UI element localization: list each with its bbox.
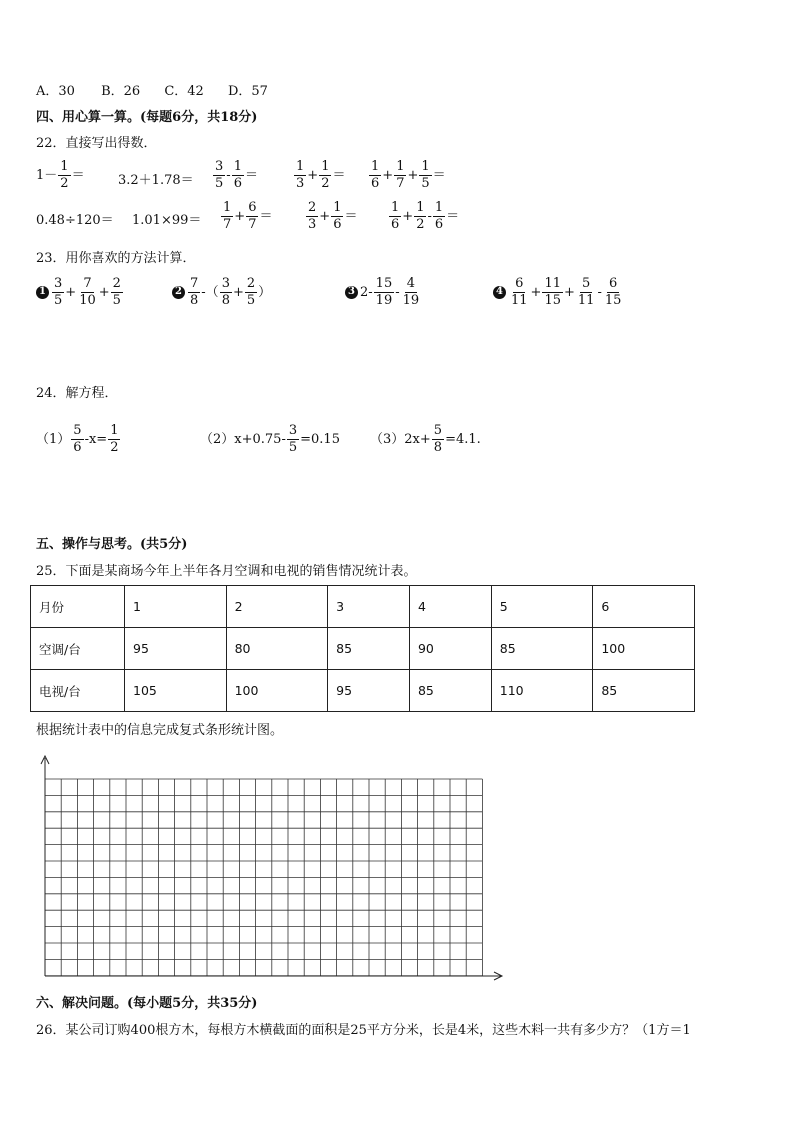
q22-r2c2: 1.01×99＝ bbox=[132, 213, 202, 228]
q22-r1c2: 3.2＋1.78＝ bbox=[118, 173, 194, 188]
fraction: $\frac{1}{6}$ bbox=[434, 200, 444, 232]
q22-r1c4: $\frac{1}{3}$ + $\frac{1}{2}$ ＝ bbox=[296, 159, 346, 191]
fraction: $\frac{6}{11}$ bbox=[511, 276, 528, 308]
section-5-title: 五、操作与思考。(共5分) bbox=[36, 537, 188, 552]
table-cell: 6 bbox=[593, 586, 695, 628]
table-cell: 95 bbox=[125, 628, 227, 670]
fraction: $\frac{2}{5}$ bbox=[246, 276, 256, 308]
table-cell: 电视/台 bbox=[31, 670, 125, 712]
table-cell: 100 bbox=[226, 670, 328, 712]
q23-problem-2: 2 $\frac{7}{8}$ -（ $\frac{3}{8}$ + $\frac{2}{5}$ ） bbox=[172, 277, 271, 307]
fraction: $\frac{3}{5}$ bbox=[215, 159, 224, 191]
table-cell: 90 bbox=[409, 628, 491, 670]
option-a: A．30 bbox=[36, 84, 75, 99]
fraction: $\frac{1}{5}$ bbox=[421, 159, 430, 191]
fraction: $\frac{6}{15}$ bbox=[604, 276, 622, 308]
q23-problem-3: 3 2- $\frac{15}{19}$ - $\frac{4}{19}$ bbox=[345, 277, 422, 307]
fraction: $\frac{1}{7}$ bbox=[396, 159, 405, 191]
table-cell: 3 bbox=[328, 586, 410, 628]
table-cell: 空调/台 bbox=[31, 628, 125, 670]
q23-problem-1: 1 $\frac{3}{5}$ + $\frac{7}{10}$ + $\frac{2}{5}$ bbox=[36, 277, 124, 307]
fraction: $\frac{2}{5}$ bbox=[112, 276, 121, 308]
table-cell: 85 bbox=[491, 628, 593, 670]
fraction: $\frac{1}{6}$ bbox=[233, 159, 242, 191]
section-6-title: 六、解决问题。(每小题5分，共35分) bbox=[36, 996, 258, 1011]
fraction: $\frac{1}{2}$ bbox=[416, 200, 425, 232]
fraction: $\frac{1}{2}$ bbox=[60, 159, 69, 191]
q22-r2c4: $\frac{2}{3}$ + $\frac{1}{6}$ ＝ bbox=[308, 200, 358, 232]
circled-number: 3 bbox=[345, 286, 358, 299]
option-c: C．42 bbox=[164, 84, 204, 99]
fraction: $\frac{3}{8}$ bbox=[221, 276, 230, 308]
q24-equation-2: （2）x+0.75- $\frac{3}{5}$ =0.15 bbox=[200, 423, 340, 455]
fraction: $\frac{7}{10}$ bbox=[79, 276, 96, 308]
grid-lines bbox=[45, 779, 482, 976]
option-b: B．26 bbox=[101, 84, 141, 99]
fraction: $\frac{11}{15}$ bbox=[544, 276, 561, 308]
q23-title: 23．用你喜欢的方法计算． bbox=[36, 251, 196, 266]
fraction: $\frac{1}{2}$ bbox=[110, 423, 119, 455]
fraction: $\frac{5}{6}$ bbox=[73, 423, 82, 455]
section-4-title: 四、用心算一算。(每题6分，共18分) bbox=[36, 110, 258, 125]
table-cell: 110 bbox=[491, 670, 593, 712]
q22-r1c1: 1－ $\frac{1}{2}$ ＝ bbox=[36, 159, 85, 191]
fraction: $\frac{1}{6}$ bbox=[391, 200, 400, 232]
fraction: $\frac{1}{3}$ bbox=[296, 159, 305, 191]
table-cell: 1 bbox=[125, 586, 227, 628]
table-cell: 2 bbox=[226, 586, 328, 628]
q22-r1c5: $\frac{1}{6}$ + $\frac{1}{7}$ + $\frac{1}{5}$ ＝ bbox=[371, 159, 446, 191]
q22-r2c5: $\frac{1}{6}$ + $\frac{1}{2}$ - $\frac{1}{6}$ ＝ bbox=[391, 200, 460, 232]
fraction: $\frac{6}{7}$ bbox=[248, 200, 257, 232]
table-cell: 85 bbox=[409, 670, 491, 712]
table-cell: 80 bbox=[226, 628, 328, 670]
table-cell: 105 bbox=[125, 670, 227, 712]
circled-number: 4 bbox=[493, 286, 506, 299]
q23-problem-4: 4 $\frac{6}{11}$ + $\frac{11}{15}$ + $\frac{5}{11}$ - $\frac{6}{15}$ bbox=[493, 277, 624, 307]
q22-r2c3: $\frac{1}{7}$ + $\frac{6}{7}$ ＝ bbox=[223, 200, 273, 232]
fraction: $\frac{2}{3}$ bbox=[308, 200, 317, 232]
fraction: $\frac{4}{19}$ bbox=[402, 276, 420, 308]
q26-text: 26．某公司订购400根方木，每根方木横截面的面积是25平方分米，长是4米，这些木料一共有多少方？（1方＝1 bbox=[36, 1023, 691, 1038]
table-cell: 月份 bbox=[31, 586, 125, 628]
q24-equation-1: （1） $\frac{5}{6}$ -x= $\frac{1}{2}$ bbox=[36, 423, 119, 455]
option-d: D．57 bbox=[227, 84, 268, 99]
fraction: $\frac{1}{7}$ bbox=[223, 200, 232, 232]
fraction: $\frac{3}{5}$ bbox=[54, 276, 63, 308]
fraction: $\frac{1}{6}$ bbox=[333, 200, 342, 232]
circled-number: 2 bbox=[172, 286, 185, 299]
q22-title: 22．直接写出得数． bbox=[36, 136, 157, 151]
q22-r1c3: $\frac{3}{5}$ - $\frac{1}{6}$ ＝ bbox=[215, 159, 258, 191]
table-cell: 100 bbox=[593, 628, 695, 670]
q24-title: 24．解方程． bbox=[36, 386, 118, 401]
circled-number: 1 bbox=[36, 286, 49, 299]
table-cell: 95 bbox=[328, 670, 410, 712]
table-cell: 85 bbox=[328, 628, 410, 670]
q25-title: 25．下面是某商场今年上半年各月空调和电视的销售情况统计表。 bbox=[36, 564, 417, 579]
q24-equation-3: （3）2x+ $\frac{5}{8}$ =4.1. bbox=[370, 423, 481, 455]
fraction: $\frac{5}{8}$ bbox=[433, 423, 443, 455]
fraction: $\frac{5}{11}$ bbox=[577, 276, 595, 308]
fraction: $\frac{3}{5}$ bbox=[288, 423, 298, 455]
q25-instruction: 根据统计表中的信息完成复式条形统计图。 bbox=[36, 723, 284, 738]
fraction: $\frac{15}{19}$ bbox=[375, 276, 393, 308]
fraction: $\frac{1}{6}$ bbox=[371, 159, 380, 191]
table-cell: 85 bbox=[593, 670, 695, 712]
table-cell: 4 bbox=[409, 586, 491, 628]
table-cell: 5 bbox=[491, 586, 593, 628]
q22-r2c1: 0.48÷120＝ bbox=[36, 213, 114, 228]
fraction: $\frac{1}{2}$ bbox=[321, 159, 330, 191]
fraction: $\frac{7}{8}$ bbox=[190, 276, 199, 308]
